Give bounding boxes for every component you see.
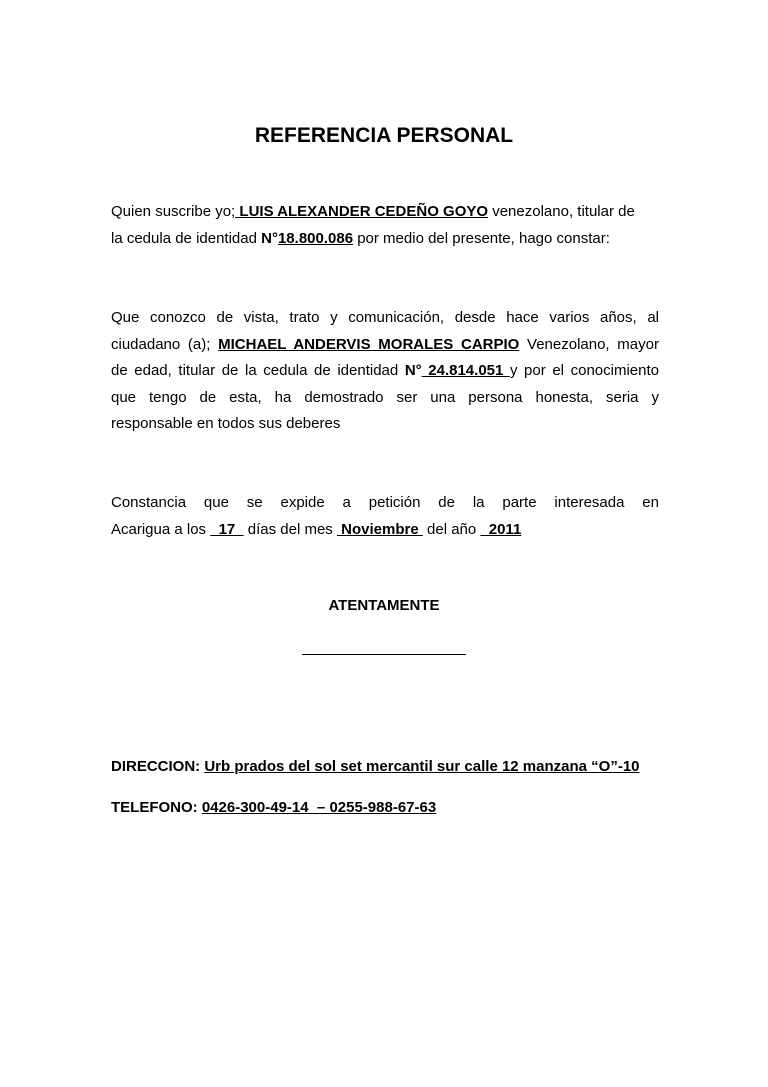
signature-label: ATENTAMENTE: [328, 597, 440, 614]
intro-text: la cedula de identidad: [111, 229, 262, 247]
closing-line-2: [111, 517, 659, 544]
phone-line: [111, 795, 659, 822]
body-line-3: [111, 358, 659, 385]
address-value: Urb prados del sol set mercantil sur calle 12 manzana “O”-10: [204, 758, 640, 775]
body-text: de edad, titular de la cedula de identidad: [111, 362, 405, 379]
phone-value: 0426-300-49-14 – 0255-988-67-63: [201, 799, 437, 816]
subject-id: 24.814.051: [421, 362, 510, 379]
body-text: y por el conocimiento: [509, 362, 659, 379]
address-label: DIRECCION:: [111, 758, 201, 775]
closing-text: días del mes: [243, 520, 337, 538]
intro-line-2: [111, 226, 659, 253]
intro-line-1: [111, 199, 659, 226]
intro-text: Quien suscribe yo;: [111, 203, 236, 220]
body-text: Venezolano, mayor: [519, 335, 659, 353]
body-paragraph: [111, 305, 659, 438]
address-line: [111, 754, 671, 781]
phone-label: TELEFONO:: [111, 799, 198, 816]
closing-paragraph: [111, 490, 659, 543]
closing-text: del año: [422, 520, 481, 538]
signer-name: LUIS ALEXANDER CEDEÑO GOYO: [235, 203, 489, 220]
closing-line-1: Constancia que se expide a petición de la parte interesada en: [111, 494, 659, 511]
body-text: ciudadano (a);: [111, 335, 219, 353]
phone-block: [111, 795, 659, 822]
body-line-2: [111, 332, 659, 359]
address-block: [111, 754, 671, 781]
id-prefix: N°: [404, 362, 422, 379]
intro-paragraph: [111, 199, 659, 252]
body-line-5: responsable en todos sus deberes: [111, 415, 341, 432]
body-line-1: Que conozco de vista, trato y comunicación, desde hace varios años, al: [111, 309, 659, 326]
signer-id: 18.800.086: [277, 229, 354, 247]
intro-text: venezolano, titular de: [488, 203, 635, 220]
id-prefix: N°: [261, 229, 278, 247]
body-line-4: que tengo de esta, ha demostrado ser una persona honesta, seria y: [111, 388, 659, 406]
month-value: Noviembre: [336, 520, 423, 538]
signature-line: [302, 654, 466, 655]
subject-name: MICHAEL ANDERVIS MORALES CARPIO: [218, 335, 520, 353]
document-title: REFERENCIA PERSONAL: [254, 124, 514, 147]
intro-text: por medio del presente, hago constar:: [353, 229, 610, 247]
year-value: 2011: [480, 520, 522, 538]
closing-text: Acarigua a los: [111, 520, 211, 538]
day-value: 17: [210, 520, 244, 538]
